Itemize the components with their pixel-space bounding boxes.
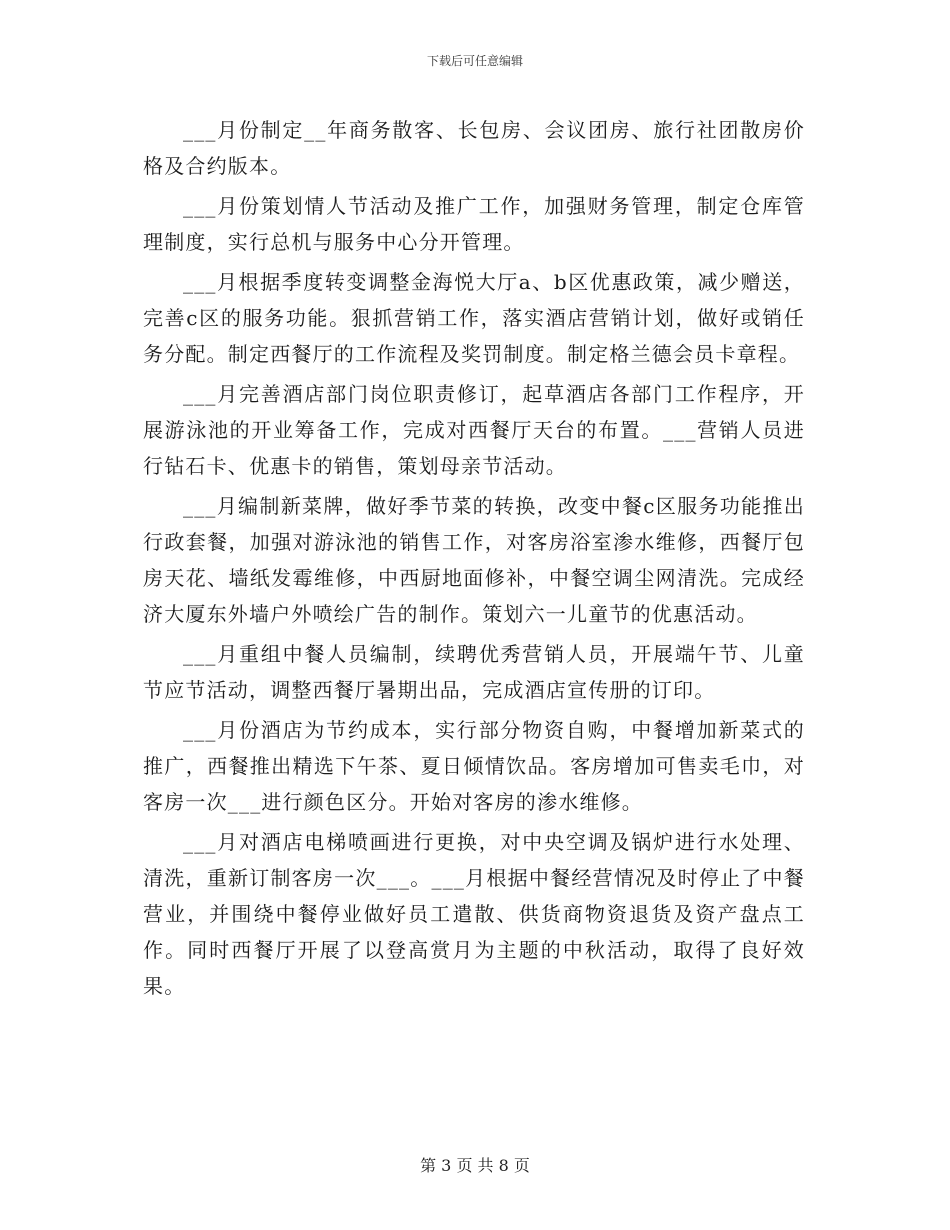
paragraph: ___月份策划情人节活动及推广工作，加强财务管理，制定仓库管理制度，实行总机与服务中心分开管理。 xyxy=(143,194,805,254)
page-header: 下载后可任意编辑 xyxy=(426,54,523,68)
document-body xyxy=(143,112,805,1008)
paragraph: ___月根据季度转变调整金海悦大厅a、b区优惠政策，减少赠送，完善c区的服务功能。狠抓营销工作，落实酒店营销计划，做好或销任务分配。制定西餐厅的工作流程及奖罚制度。制定格兰德会员卡章程。 xyxy=(143,270,805,366)
paragraph: ___月编制新菜牌，做好季节菜的转换，改变中餐c区服务功能推出行政套餐，加强对游泳池的销售工作，对客房浴室渗水维修，西餐厅包房天花、墙纸发霉维修，中西厨地面修补，中餐空调尘网清洗。完成经济大厦东外墙户外喷绘广告的制作。策划六一儿童节的优惠活动。 xyxy=(143,494,805,626)
paragraph: ___月完善酒店部门岗位职责修订，起草酒店各部门工作程序，开展游泳池的开业筹备工作，完成对西餐厅天台的布置。___营销人员进行钻石卡、优惠卡的销售，策划母亲节活动。 xyxy=(143,382,805,478)
paragraph: ___月份制定__年商务散客、长包房、会议团房、旅行社团散房价格及合约版本。 xyxy=(143,118,805,178)
paragraph: ___月对酒店电梯喷画进行更换，对中央空调及锅炉进行水处理、清洗，重新订制客房一次___。___月根据中餐经营情况及时停止了中餐营业，并围绕中餐停业做好员工遣散、供货商物资退货及资产盘点工作。同时西餐厅开展了以登高赏月为主题的中秋活动，取得了良好效果。 xyxy=(143,830,805,998)
page-number: 第 3 页 共 8 页 xyxy=(420,1156,530,1175)
paragraph: ___月重组中餐人员编制，续聘优秀营销人员，开展端午节、儿童节应节活动，调整西餐厅暑期出品，完成酒店宣传册的订印。 xyxy=(143,642,805,702)
paragraph: ___月份酒店为节约成本，实行部分物资自购，中餐增加新菜式的推广，西餐推出精选下午茶、夏日倾情饮品。客房增加可售卖毛巾，对客房一次___进行颜色区分。开始对客房的渗水维修。 xyxy=(143,718,805,814)
